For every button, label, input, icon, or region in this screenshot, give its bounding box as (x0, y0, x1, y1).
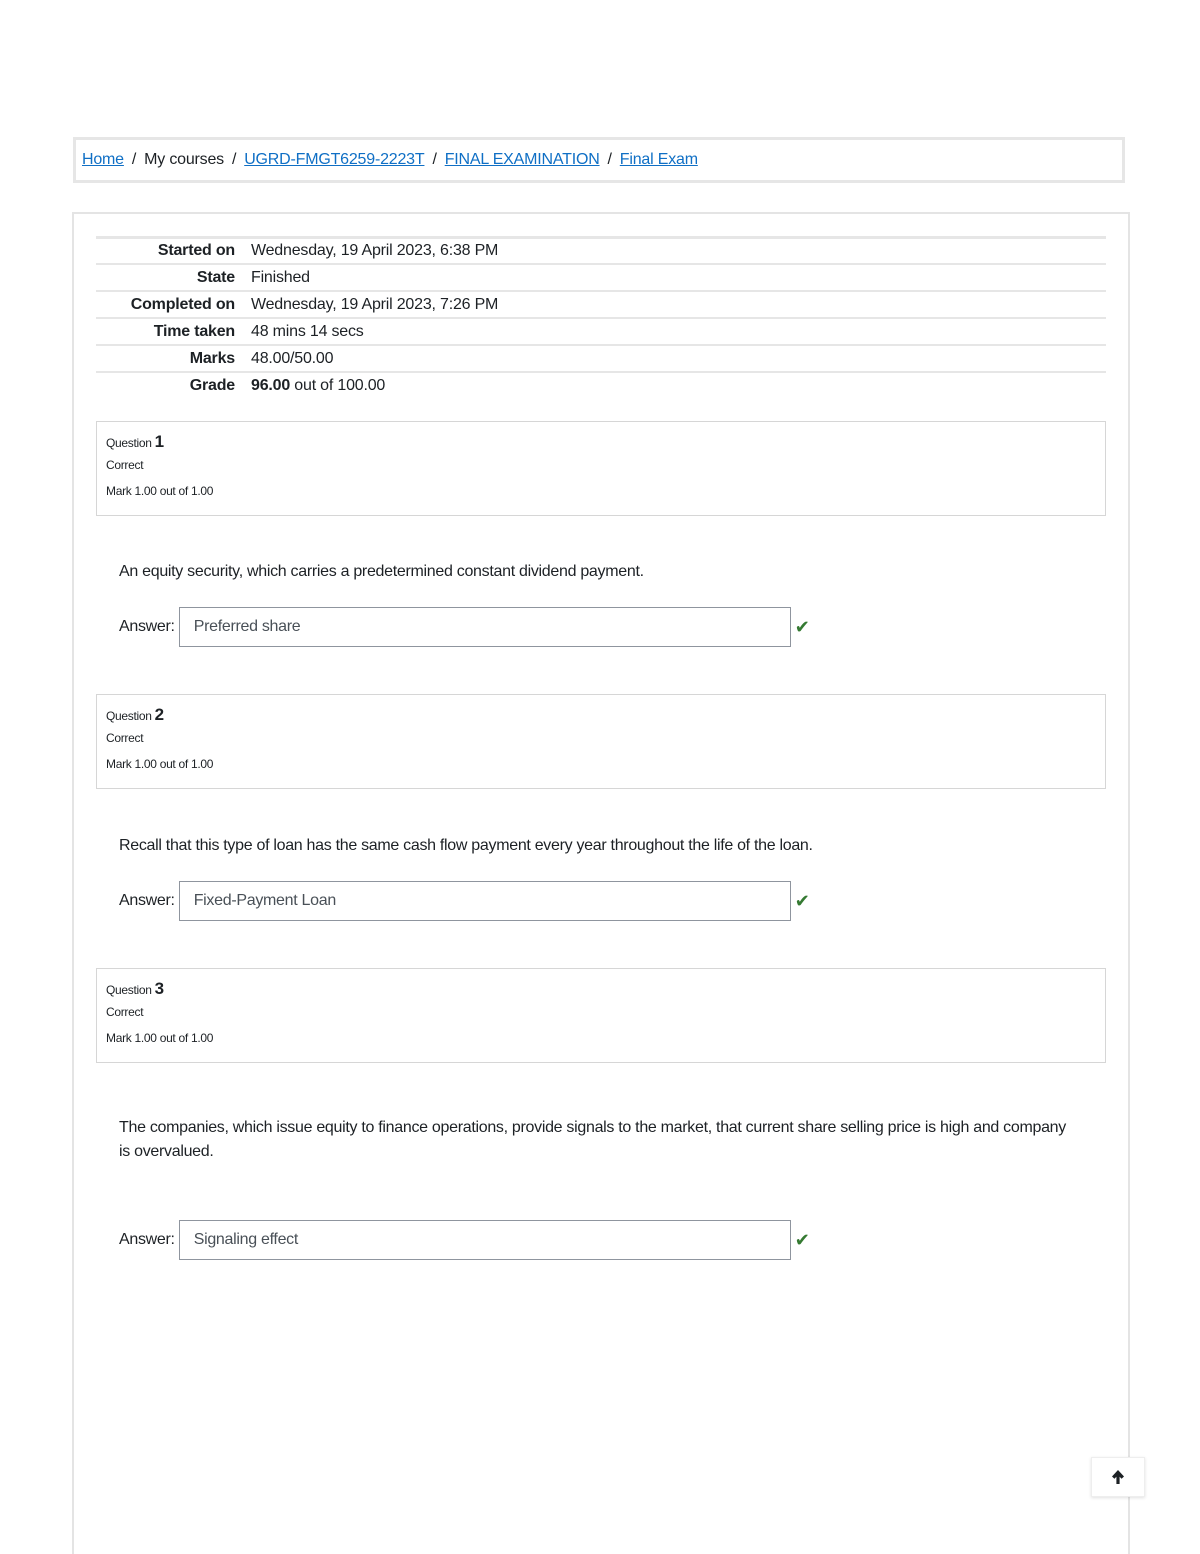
question-text-2: Recall that this type of loan has the same cash flow payment every year throughout the life of the loan. (119, 837, 813, 854)
question-state: Correct (106, 458, 144, 472)
summary-row-grade (96, 371, 1106, 398)
summary-row-marks (96, 344, 1106, 371)
check-icon: ✔ (794, 1229, 810, 1250)
breadcrumb (73, 137, 1125, 183)
question-text-1: An equity security, which carries a predetermined constant dividend payment. (119, 563, 644, 580)
summary-label: State (196, 268, 235, 286)
question-text-3: The companies, which issue equity to finance operations, provide signals to the market, that current share selling price is high and company is overvalued. (119, 1119, 1066, 1160)
summary-label: Marks (189, 349, 235, 367)
question-info-2 (96, 694, 1106, 789)
summary-label: Time taken (153, 322, 235, 340)
summary-value: Finished (251, 268, 310, 286)
question-state: Correct (106, 1005, 144, 1019)
breadcrumb-my-courses: My courses (144, 151, 224, 168)
attempt-summary-table (96, 236, 1106, 398)
question-info-1 (96, 421, 1106, 516)
question-number: Question 1 (106, 432, 164, 451)
question-grade: Mark 1.00 out of 1.00 (106, 484, 214, 498)
grade-score: 96.00 (251, 376, 291, 394)
breadcrumb-separator: / (231, 151, 237, 168)
check-icon: ✔ (794, 890, 810, 911)
question-grade: Mark 1.00 out of 1.00 (106, 1031, 214, 1045)
summary-value: Wednesday, 19 April 2023, 6:38 PM (251, 242, 499, 259)
grade-suffix: out of 100.00 (290, 376, 386, 394)
breadcrumb-home-link[interactable]: Home (82, 151, 124, 168)
breadcrumb-course-link[interactable]: UGRD-FMGT6259-2223T (244, 151, 425, 168)
breadcrumb-separator: / (607, 151, 612, 168)
summary-label: Grade (189, 376, 235, 394)
question-info-3 (96, 968, 1106, 1063)
question-number: Question 2 (106, 705, 164, 724)
back-to-top-button[interactable] (1091, 1457, 1145, 1497)
answer-row-2 (119, 881, 810, 921)
answer-label: Answer: (119, 618, 175, 635)
breadcrumb-separator: / (432, 151, 437, 168)
summary-value: 48.00/50.00 (251, 349, 334, 367)
summary-label: Started on (157, 242, 235, 259)
answer-field[interactable]: Signaling effect (179, 1220, 791, 1260)
answer-label: Answer: (119, 1231, 175, 1248)
answer-field[interactable]: Fixed-Payment Loan (179, 881, 791, 921)
summary-label: Completed on (130, 295, 235, 313)
answer-row-3 (119, 1220, 810, 1260)
breadcrumb-section-link[interactable]: FINAL EXAMINATION (444, 151, 600, 168)
check-icon: ✔ (794, 616, 810, 637)
arrow-up-icon (1110, 1469, 1126, 1485)
summary-value (251, 377, 385, 395)
breadcrumb-quiz-link[interactable]: Final Exam (619, 151, 698, 168)
summary-row-state (96, 263, 1106, 290)
summary-row-time-taken (96, 317, 1106, 344)
question-state: Correct (106, 731, 144, 745)
breadcrumb-separator: / (131, 151, 137, 168)
summary-value: 48 mins 14 secs (251, 322, 364, 340)
summary-value: Wednesday, 19 April 2023, 7:26 PM (251, 295, 499, 313)
summary-row-completed (96, 290, 1106, 317)
question-number: Question 3 (106, 979, 164, 998)
answer-row-1 (119, 607, 810, 647)
answer-field[interactable]: Preferred share (179, 607, 791, 647)
question-grade: Mark 1.00 out of 1.00 (106, 757, 214, 771)
answer-label: Answer: (119, 892, 175, 909)
summary-row-started (96, 236, 1106, 263)
